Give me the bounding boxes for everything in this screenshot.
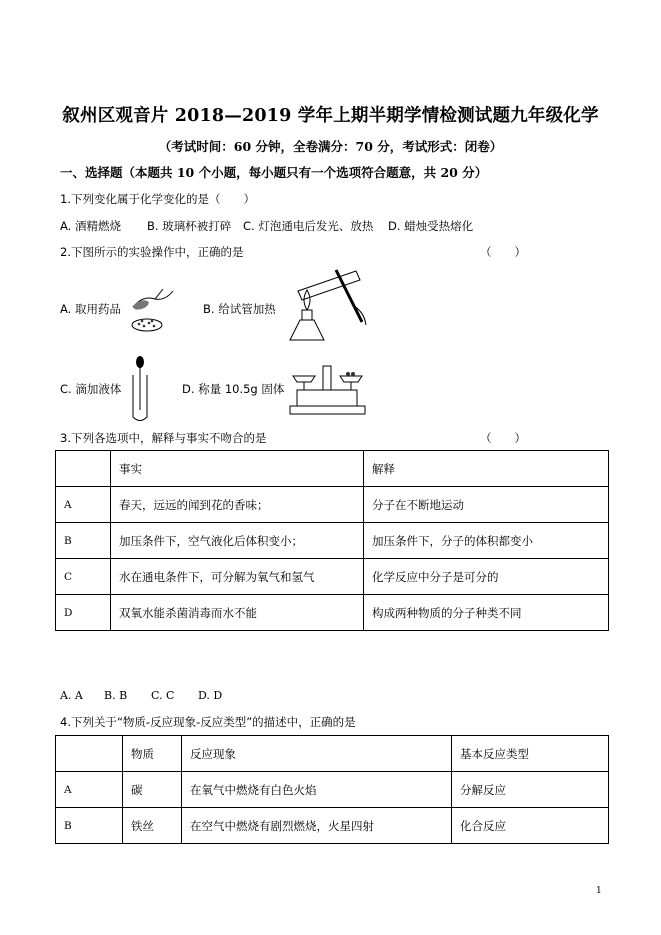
q2-stem: 2.下图所示的实验操作中，正确的是 [60,245,244,259]
table-row [56,772,609,808]
q4-stem: 4.下列关于“物质-反应现象-反应类型”的描述中，正确的是 [60,715,356,729]
table-header-row [56,736,609,772]
row-label: A [56,772,123,808]
explanation-cell: 加压条件下，分子的体积都变小 [364,523,609,559]
q3-answer-paren: （ ） [480,431,526,445]
header-cell: 基本反应类型 [452,736,609,772]
header-cell [56,736,123,772]
balance-illustration [285,362,370,417]
q1-stem: 1.下列变化属于化学变化的是（ ） [60,192,255,206]
q3-choice-d: D. D [198,689,223,702]
explanation-cell: 分子在不断地运动 [364,487,609,523]
row-label: D [56,595,111,631]
q2-option-b: B. 给试管加热 [203,302,276,316]
page-number: 1 [596,886,602,896]
header-cell: 物质 [123,736,182,772]
drop-liquid-illustration [128,355,152,425]
fact-cell: 水在通电条件下，可分解为氧气和氢气 [111,559,364,595]
header-cell: 事实 [111,451,364,487]
table-header-row [56,451,609,487]
row-label: A [56,487,111,523]
header-cell: 解释 [364,451,609,487]
explanation-cell: 化学反应中分子是可分的 [364,559,609,595]
fact-cell: 加压条件下，空气液化后体积变小； [111,523,364,559]
q1-option-d: D. 蜡烛受热熔化 [388,219,474,233]
q1-option-b: B. 玻璃杯被打碎 [147,219,232,233]
substance-cell: 铁丝 [123,808,182,844]
phenomenon-cell: 在空气中燃烧有剧烈燃烧，火星四射 [182,808,452,844]
row-label: B [56,808,123,844]
table-row [56,808,609,844]
phenomenon-cell: 在氧气中燃烧有白色火焰 [182,772,452,808]
fact-cell: 双氧水能杀菌消毒而水不能 [111,595,364,631]
table-row [56,559,609,595]
q3-choice-a: A. A [60,689,83,702]
header-cell [56,451,111,487]
page-title: 叙州区观音片 2018—2019 学年上期半期学情检测试题九年级化学 [62,106,599,126]
row-label: C [56,559,111,595]
q3-stem: 3.下列各选项中，解释与事实不吻合的是 [60,431,267,445]
header-cell: 反应现象 [182,736,452,772]
q2-answer-paren: （ ） [480,245,526,259]
table-row [56,523,609,559]
q2-option-d: D. 称量 10.5g 固体 [182,382,285,396]
q3-table [55,450,609,631]
fact-cell: 春天，远远的闻到花的香味； [111,487,364,523]
substance-cell: 碳 [123,772,182,808]
q3-choice-b: B. B [104,689,128,702]
q1-option-a: A. 酒精燃烧 [60,219,121,233]
q2-option-a: A. 取用药品 [60,302,121,316]
q2-option-c: C. 滴加液体 [60,382,122,396]
reaction-type-cell: 化合反应 [452,808,609,844]
section-heading: 一、选择题（本题共 10 个小题，每小题只有一个选项符合题意，共 20 分） [60,165,488,180]
table-row [56,595,609,631]
row-label: B [56,523,111,559]
heat-test-tube-illustration [280,265,380,345]
exam-info: （考试时间：60 分钟，全卷满分：70 分，考试形式：闭卷） [158,139,503,154]
q4-table [55,735,609,844]
q1-option-c: C. 灯泡通电后发光、放热 [243,219,374,233]
q3-choice-c: C. C [151,689,175,702]
reaction-type-cell: 分解反应 [452,772,609,808]
explanation-cell: 构成两种物质的分子种类不同 [364,595,609,631]
take-reagent-illustration [123,285,178,335]
table-row [56,487,609,523]
